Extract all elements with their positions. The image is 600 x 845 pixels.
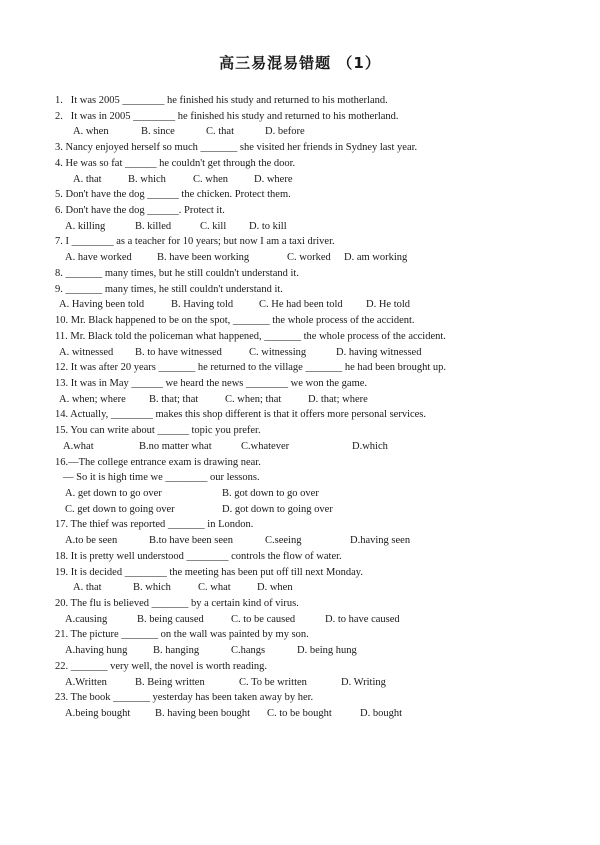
option-d: D. where [254, 173, 293, 185]
question-6: 6. Don't have the dog ______. Protect it. [55, 205, 225, 217]
option-a: A. that [73, 173, 102, 185]
option-c: C. witnessing [249, 346, 307, 358]
question-17: 17. The thief was reported _______ in London. [55, 519, 254, 531]
option-b: B. have been working [157, 252, 250, 264]
options-9 [55, 297, 575, 313]
question-list [55, 93, 575, 722]
option-a: A.what [63, 440, 94, 452]
options-19 [55, 580, 575, 596]
option-a: A. Having been told [59, 299, 145, 311]
option-d: D. to kill [249, 220, 287, 232]
question-19: 19. It is decided ________ the meeting has been put off till next Monday. [55, 566, 363, 578]
option-b: B. to have witnessed [135, 346, 222, 358]
option-c: C.whatever [241, 440, 290, 452]
option-a: A. get down to go over [65, 487, 162, 499]
question-20: 20. The flu is believed _______ by a certain kind of virus. [55, 598, 299, 609]
options-22 [55, 675, 575, 691]
question-13: 13. It was in May ______ we heard the news ________ we won the game. [55, 377, 368, 389]
option-b: B. Being written [135, 676, 205, 688]
option-d: D. being hung [297, 645, 357, 657]
option-b: B. killed [135, 220, 172, 232]
option-a: A. when; where [59, 393, 126, 405]
option-b: B. which [133, 582, 171, 594]
question-8: 8. _______ many times, but he still couldn't understand it. [55, 267, 299, 279]
option-d: D. to have caused [325, 613, 400, 625]
option-c: C. worked [287, 252, 331, 264]
options-16-row1 [55, 486, 575, 502]
option-b: B. which [128, 173, 166, 185]
options-11 [55, 345, 575, 361]
question-22: 22. _______ very well, the novel is worth reading. [55, 660, 267, 672]
option-b: B. hanging [153, 645, 200, 657]
options-4 [55, 172, 575, 188]
option-c: C. that [206, 126, 234, 138]
option-c: C. when; that [225, 393, 282, 405]
option-b: B. Having told [171, 299, 234, 311]
option-a: A. killing [65, 220, 106, 232]
option-b: B. that; that [149, 393, 199, 405]
option-a: A. witnessed [59, 346, 114, 358]
question-1: 1. It was 2005 ________ he finished his study and returned to his motherland. [55, 95, 388, 106]
option-b: B. since [141, 126, 175, 138]
option-b: B.no matter what [139, 440, 212, 452]
option-d: D.which [352, 440, 388, 452]
question-21: 21. The picture _______ on the wall was painted by my son. [55, 629, 309, 641]
option-a: A. that [73, 582, 102, 594]
option-b: B. being caused [137, 613, 204, 625]
option-a: A.being bought [65, 708, 131, 720]
option-d: D. that; where [308, 393, 368, 405]
options-16-row2 [55, 502, 575, 518]
options-6 [55, 219, 575, 235]
option-d: D. got down to going over [222, 503, 333, 515]
question-5: 5. Don't have the dog ______ the chicken. Protect them. [55, 189, 291, 201]
question-12: 12. It was after 20 years _______ he returned to the village _______ he had been brought up. [55, 362, 447, 374]
option-c: C. to be bought [267, 708, 332, 720]
option-a: A.Written [65, 676, 107, 688]
option-b: B. got down to go over [222, 487, 319, 499]
option-d: D. having witnessed [336, 346, 422, 358]
question-9: 9. _______ many times, he still couldn't understand it. [55, 283, 283, 295]
options-15 [55, 439, 575, 455]
question-14: 14. Actually, ________ makes this shop different is that it offers more personal services. [55, 409, 427, 421]
options-20 [55, 612, 575, 628]
option-c: C. when [193, 173, 228, 185]
option-c: C.seeing [265, 535, 302, 547]
option-d: D. when [257, 582, 293, 594]
option-c: C. to be caused [231, 613, 296, 625]
question-7: 7. I ________ as a teacher for 10 years; but now I am a taxi driver. [55, 236, 335, 248]
option-b: B.to have been seen [149, 535, 233, 547]
option-a: A. have worked [65, 252, 132, 264]
options-7 [55, 250, 575, 266]
question-16: 16.—The college entrance exam is drawing near. [55, 456, 261, 468]
option-c: C. He had been told [259, 299, 343, 311]
question-18: 18. It is pretty well understood ________ controls the flow of water. [55, 550, 342, 562]
question-3: 3. Nancy enjoyed herself so much _______ she visited her friends in Sydney last year. [55, 142, 418, 154]
page-title: 高三易混易错题 （1） [219, 54, 381, 72]
question-10: 10. Mr. Black happened to be on the spot, _______ the whole process of the accident. [55, 315, 415, 327]
option-d: D. bought [360, 708, 402, 720]
option-d: D. before [265, 126, 305, 138]
option-c: C. kill [200, 220, 227, 232]
options-2 [55, 124, 575, 140]
question-4: 4. He was so fat ______ he couldn't get through the door. [55, 157, 296, 169]
option-b: B. having been bought [155, 708, 251, 720]
question-2: 2. It was in 2005 ________ he finished his study and returned to his motherland. [55, 110, 399, 122]
options-23 [55, 706, 575, 722]
question-16-reply: — So it is high time we ________ our lessons. [63, 472, 260, 484]
option-a: A. when [73, 126, 109, 138]
option-a: A.to be seen [65, 535, 118, 547]
options-21 [55, 643, 575, 659]
option-c: C.hangs [231, 645, 266, 657]
option-d: D. He told [366, 299, 411, 311]
question-11: 11. Mr. Black told the policeman what happened, _______ the whole process of the accident. [55, 330, 446, 342]
question-15: 15. You can write about ______ topic you prefer. [55, 425, 261, 437]
option-d: D.having seen [350, 535, 411, 547]
option-c: C. get down to going over [65, 503, 175, 515]
options-13 [55, 392, 575, 408]
option-d: D. Writing [341, 676, 386, 688]
option-c: C. To be written [239, 676, 307, 688]
option-a: A.having hung [65, 645, 128, 657]
question-23: 23. The book _______ yesterday has been taken away by her. [55, 692, 314, 704]
options-17 [55, 533, 575, 549]
option-c: C. what [198, 582, 231, 594]
option-d: D. am working [344, 252, 408, 264]
option-a: A.causing [65, 613, 108, 625]
